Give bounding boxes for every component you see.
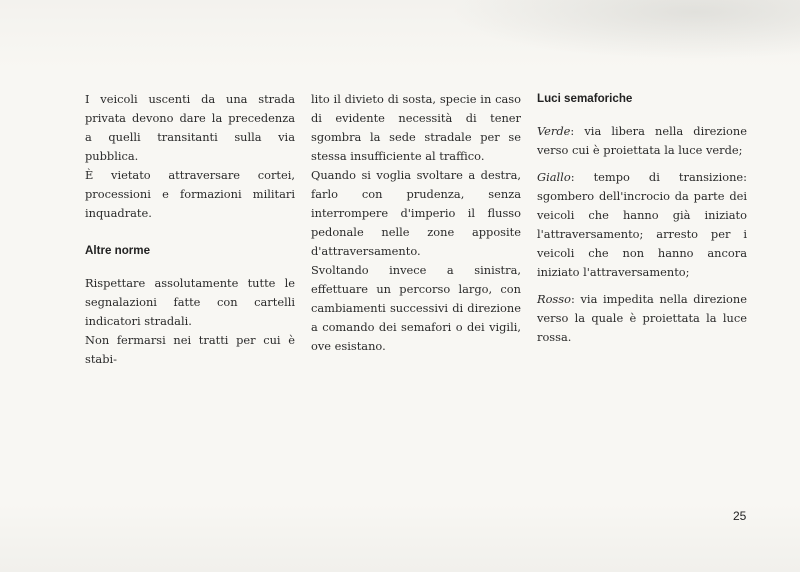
column-right (537, 90, 747, 347)
paragraph-private-road: I veicoli uscenti da una strada privata devono dare la precedenza a quelli transitanti sulla via pubblica. (85, 92, 295, 163)
paragraph-rosso (537, 290, 747, 347)
paragraph-verde (537, 122, 747, 160)
paragraph-turn-right: Quando si voglia svoltare a destra, farlo con prudenza, senza interrompere d'imperio il flusso pedonale nelle zone apposite d'attraversamento. (311, 168, 521, 258)
text-giallo: : tempo di transizione: sgombero dell'incrocio da parte dei veicoli che hanno già iniziato l'attraversamento; arresto per i veicoli che non hanno ancora iniziato l'attraversamento; (537, 170, 747, 279)
paragraph-no-parking-cont: lito il divieto di sosta, specie in caso di evidente necessità di tener sgombra la sede stradale per se stessa insufficiente al traffico. (311, 92, 521, 163)
text-verde: : via libera nella direzione verso cui è proiettata la luce verde; (537, 124, 747, 157)
column-middle (311, 90, 521, 356)
label-rosso: Rosso (537, 292, 571, 306)
paragraph-turn-left: Svoltando invece a sinistra, effettuare un percorso largo, con cambiamenti successivi di direzione a comando dei semafori o dei vigili, ove esistano. (311, 263, 521, 353)
heading-altre-norme: Altre norme (85, 244, 151, 257)
paragraph-processions: È vietato attraversare cortei, processioni e formazioni militari inquadrate. (85, 168, 295, 220)
scan-smudge (450, 0, 800, 60)
paragraph-no-stopping: Non fermarsi nei tratti per cui è stabi- (85, 333, 295, 366)
text-rosso: : via impedita nella direzione verso la quale è proiettata la luce rossa. (537, 292, 747, 344)
page-number: 25 (733, 509, 747, 523)
heading-luci-semaforiche: Luci semaforiche (537, 92, 633, 105)
label-verde: Verde (537, 124, 571, 138)
column-left (85, 90, 295, 369)
paragraph-signals: Rispettare assolutamente tutte le segnalazioni fatte con cartelli indicatori stradali. (85, 276, 295, 328)
label-giallo: Giallo (537, 170, 571, 184)
paragraph-giallo (537, 168, 747, 282)
